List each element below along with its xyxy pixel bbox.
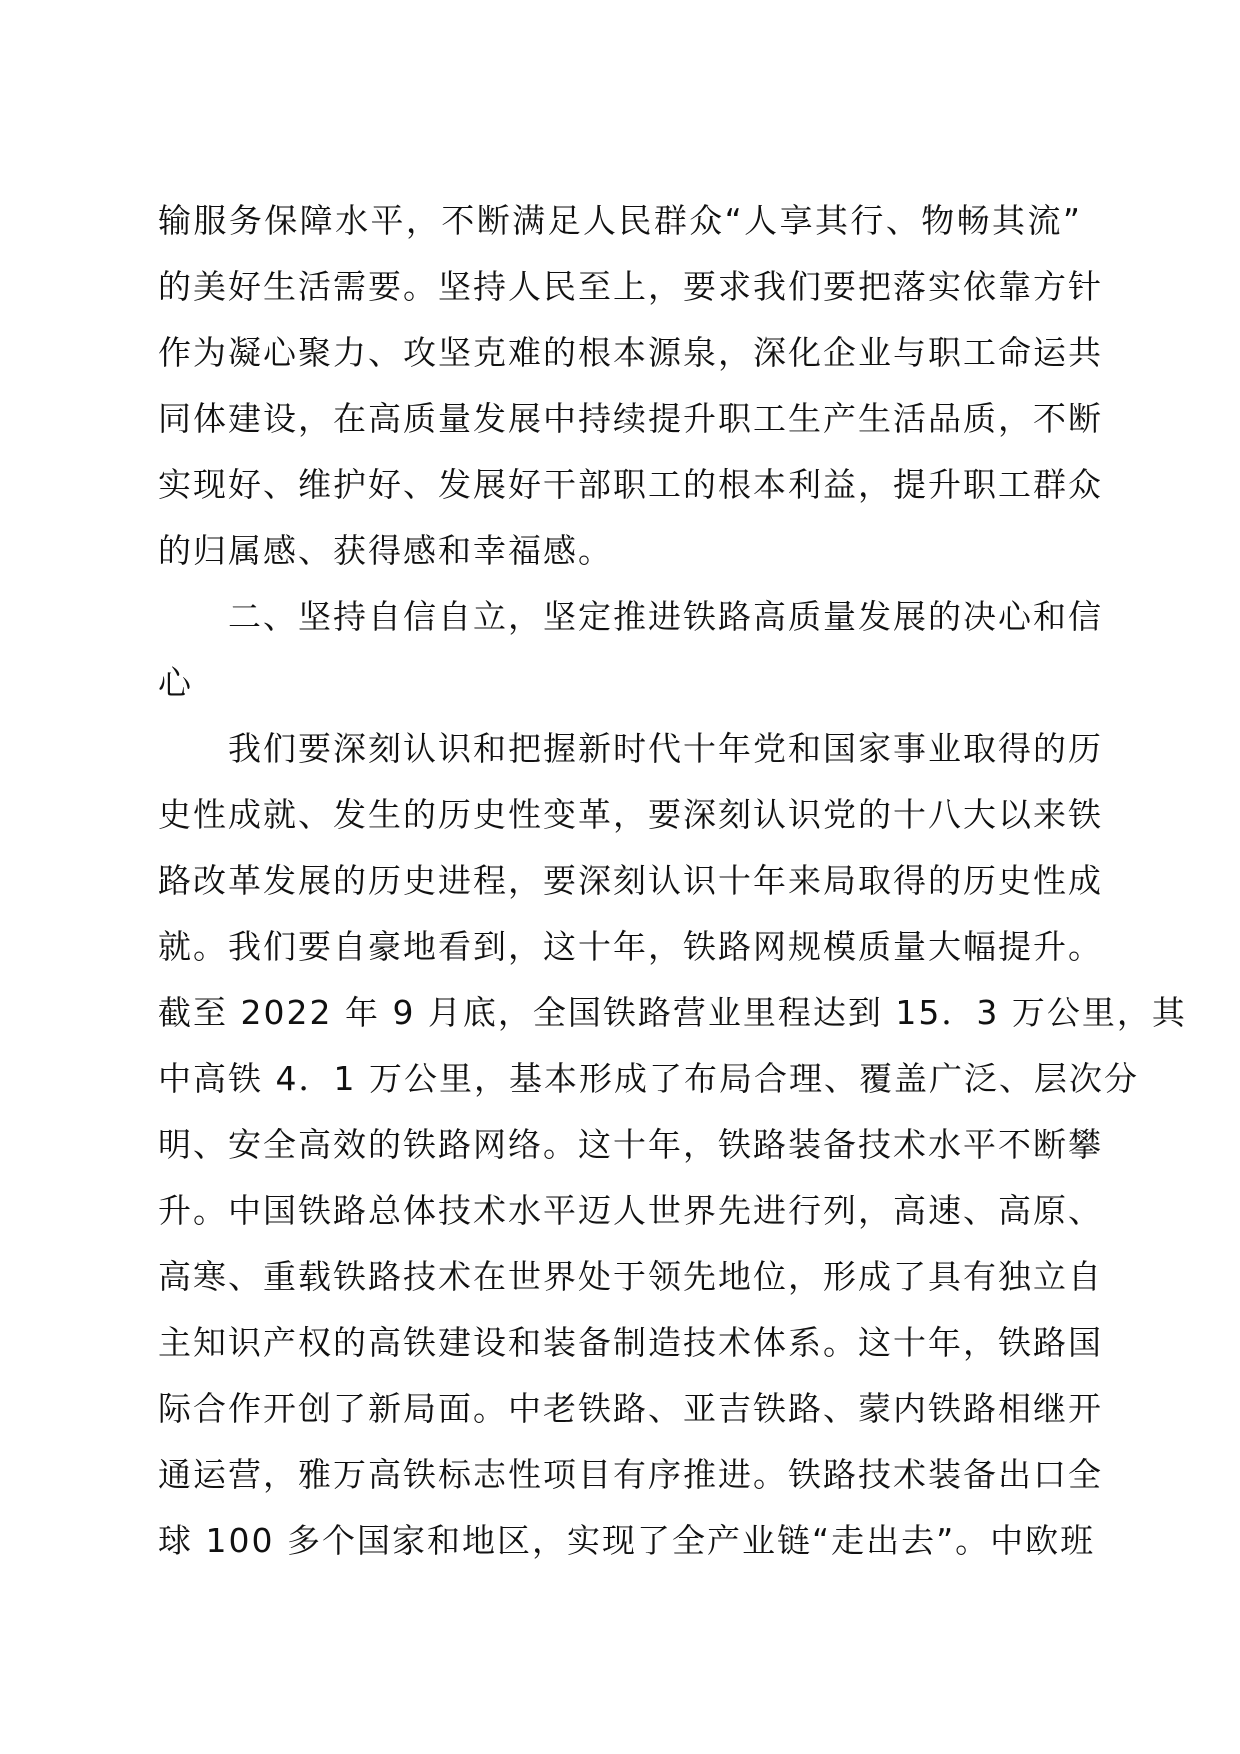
text-line: 升。中国铁路总体技术水平迈人世界先进行列，高速、高原、 [158,1191,1103,1230]
text-line: 史性成就、发生的历史性变革，要深刻认识党的十八大以来铁 [158,795,1103,834]
text-line: 主知识产权的高铁建设和装备制造技术体系。这十年，铁路国 [158,1323,1103,1362]
text-line: 同体建设，在高质量发展中持续提升职工生产生活品质，不断 [158,399,1103,438]
section-heading-line: 二、坚持自信自立，坚定推进铁路高质量发展的决心和信 [158,597,1103,636]
text-line: 输服务保障水平，不断满足人民群众“人享其行、物畅其流” [158,201,1082,240]
text-line: 的归属感、获得感和幸福感。 [158,531,613,570]
text-line: 际合作开创了新局面。中老铁路、亚吉铁路、蒙内铁路相继开 [158,1389,1103,1428]
text-line: 路改革发展的历史进程，要深刻认识十年来局取得的历史性成 [158,861,1103,900]
text-line: 通运营，雅万高铁标志性项目有序推进。铁路技术装备出口全 [158,1455,1103,1494]
text-line: 我们要深刻认识和把握新时代十年党和国家事业取得的历 [158,729,1103,768]
text-line: 球 100 多个国家和地区，实现了全产业链“走出去”。中欧班 [158,1521,1096,1560]
text-line: 就。我们要自豪地看到，这十年，铁路网规模质量大幅提升。 [158,927,1103,966]
body-text [158,188,1187,1574]
text-line: 截至 2022 年 9 月底，全国铁路营业里程达到 15．3 万公里，其 [158,993,1187,1032]
section-heading-line: 心 [158,663,193,702]
text-line: 作为凝心聚力、攻坚克难的根本源泉，深化企业与职工命运共 [158,333,1103,372]
text-line: 高寒、重载铁路技术在世界处于领先地位，形成了具有独立自 [158,1257,1103,1296]
text-line: 实现好、维护好、发展好干部职工的根本利益，提升职工群众 [158,465,1103,504]
text-line: 明、安全高效的铁路网络。这十年，铁路装备技术水平不断攀 [158,1125,1103,1164]
text-line: 中高铁 4．1 万公里，基本形成了布局合理、覆盖广泛、层次分 [158,1059,1139,1098]
text-line: 的美好生活需要。坚持人民至上，要求我们要把落实依靠方针 [158,267,1103,306]
